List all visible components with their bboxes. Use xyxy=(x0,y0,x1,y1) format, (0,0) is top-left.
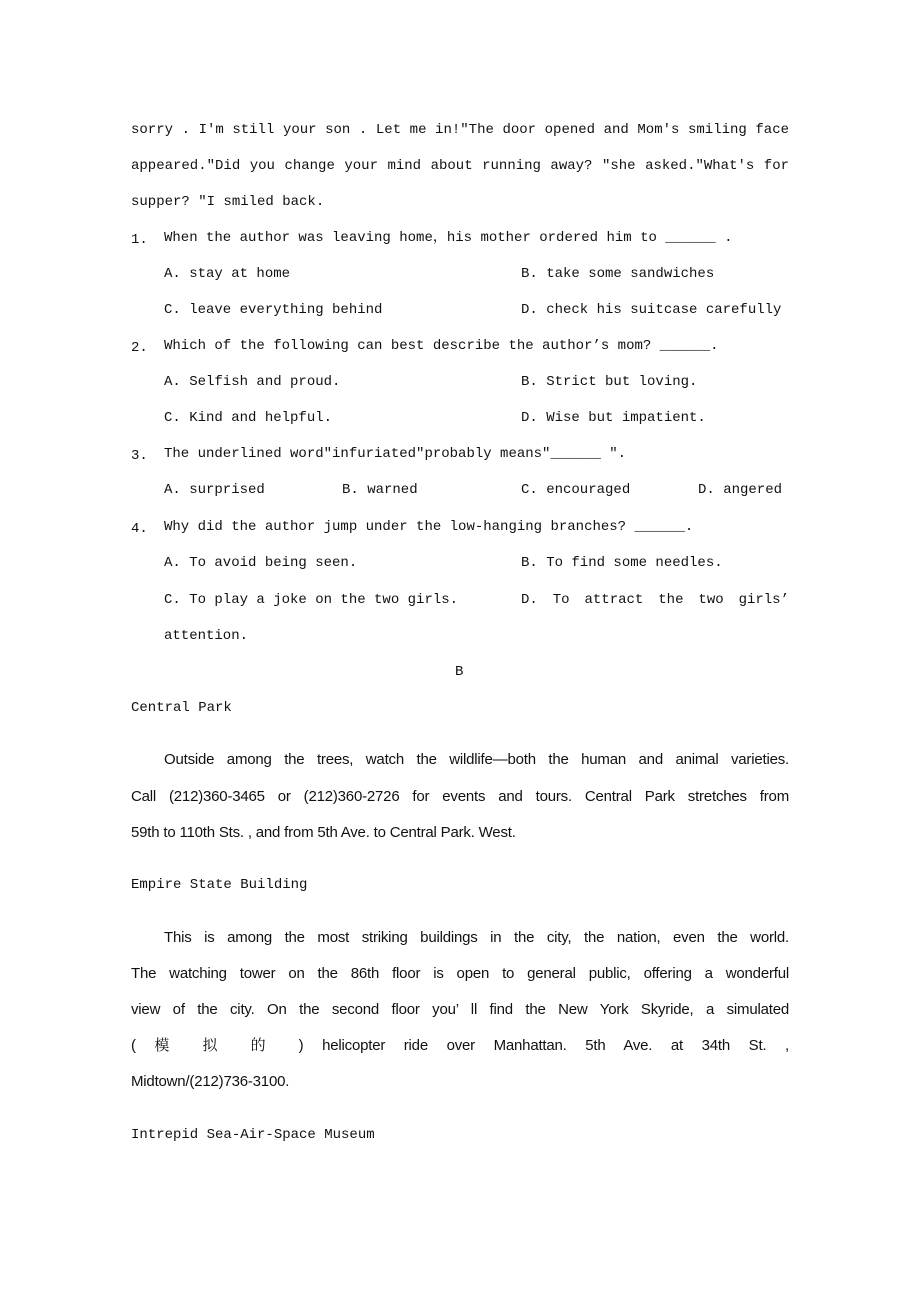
option: B. warned xyxy=(342,482,418,498)
place-title: Intrepid Sea-Air-Space Museum xyxy=(131,1127,375,1143)
story-line: supper? "I smiled back. xyxy=(131,194,325,210)
option: D. Wise but impatient. xyxy=(521,410,706,426)
option: D. To attract the two girls’ xyxy=(521,592,789,608)
place-text-line: Midtown/(212)736-3100. xyxy=(131,1073,290,1090)
option: A. Selfish and proud. xyxy=(164,374,341,390)
option: C. leave everything behind xyxy=(164,302,383,318)
option: A. stay at home xyxy=(164,266,291,282)
place-text-line: ( 模 拟 的 ) helicopter ride over Manhattan. 5th Ave. at 34th St. , xyxy=(131,1037,789,1054)
option: B. Strict but loving. xyxy=(521,374,698,390)
place-text-line: 59th to 110th Sts. , and from 5th Ave. to Central Park. West. xyxy=(131,824,516,841)
option: B. To find some needles. xyxy=(521,555,723,571)
place-title: Central Park xyxy=(131,700,232,716)
option-continued: attention. xyxy=(164,628,249,644)
option: A. surprised xyxy=(164,482,265,498)
place-text-line: Call (212)360-3465 or (212)360-2726 for events and tours. Central Park stretches from xyxy=(131,788,789,805)
option: D. angered xyxy=(698,482,783,498)
place-text-line: Outside among the trees, watch the wildlife—both the human and animal varieties. xyxy=(164,751,789,768)
section-label: B xyxy=(455,664,464,680)
option: C. To play a joke on the two girls. xyxy=(164,592,459,608)
place-title: Empire State Building xyxy=(131,877,308,893)
question-text: Which of the following can best describe the author’s mom? ______. xyxy=(164,338,719,354)
option: A. To avoid being seen. xyxy=(164,555,358,571)
option: C. Kind and helpful. xyxy=(164,410,333,426)
question-text: When the author was leaving home，his mother ordered him to ______ . xyxy=(164,230,733,246)
question-number: 1. xyxy=(131,232,148,248)
story-line: sorry . I'm still your son . Let me in!"The door opened and Mom's smiling face xyxy=(131,122,789,138)
story-line: appeared."Did you change your mind about running away? "she asked."What's for xyxy=(131,158,789,174)
question-text: Why did the author jump under the low-hanging branches? ______. xyxy=(164,519,694,535)
place-text-line: view of the city. On the second floor you’ ll find the New York Skyride, a simulated xyxy=(131,1001,789,1018)
option: D. check his suitcase carefully xyxy=(521,302,782,318)
option: B. take some sandwiches xyxy=(521,266,715,282)
question-number: 3. xyxy=(131,448,148,464)
option: C. encouraged xyxy=(521,482,631,498)
question-number: 2. xyxy=(131,340,148,356)
question-text: The underlined word"infuriated"probably means"______ ". xyxy=(164,446,627,462)
place-text-line: This is among the most striking buildings in the city, the nation, even the world. xyxy=(164,929,789,946)
question-number: 4. xyxy=(131,521,148,537)
place-text-line: The watching tower on the 86th floor is open to general public, offering a wonderful xyxy=(131,965,789,982)
